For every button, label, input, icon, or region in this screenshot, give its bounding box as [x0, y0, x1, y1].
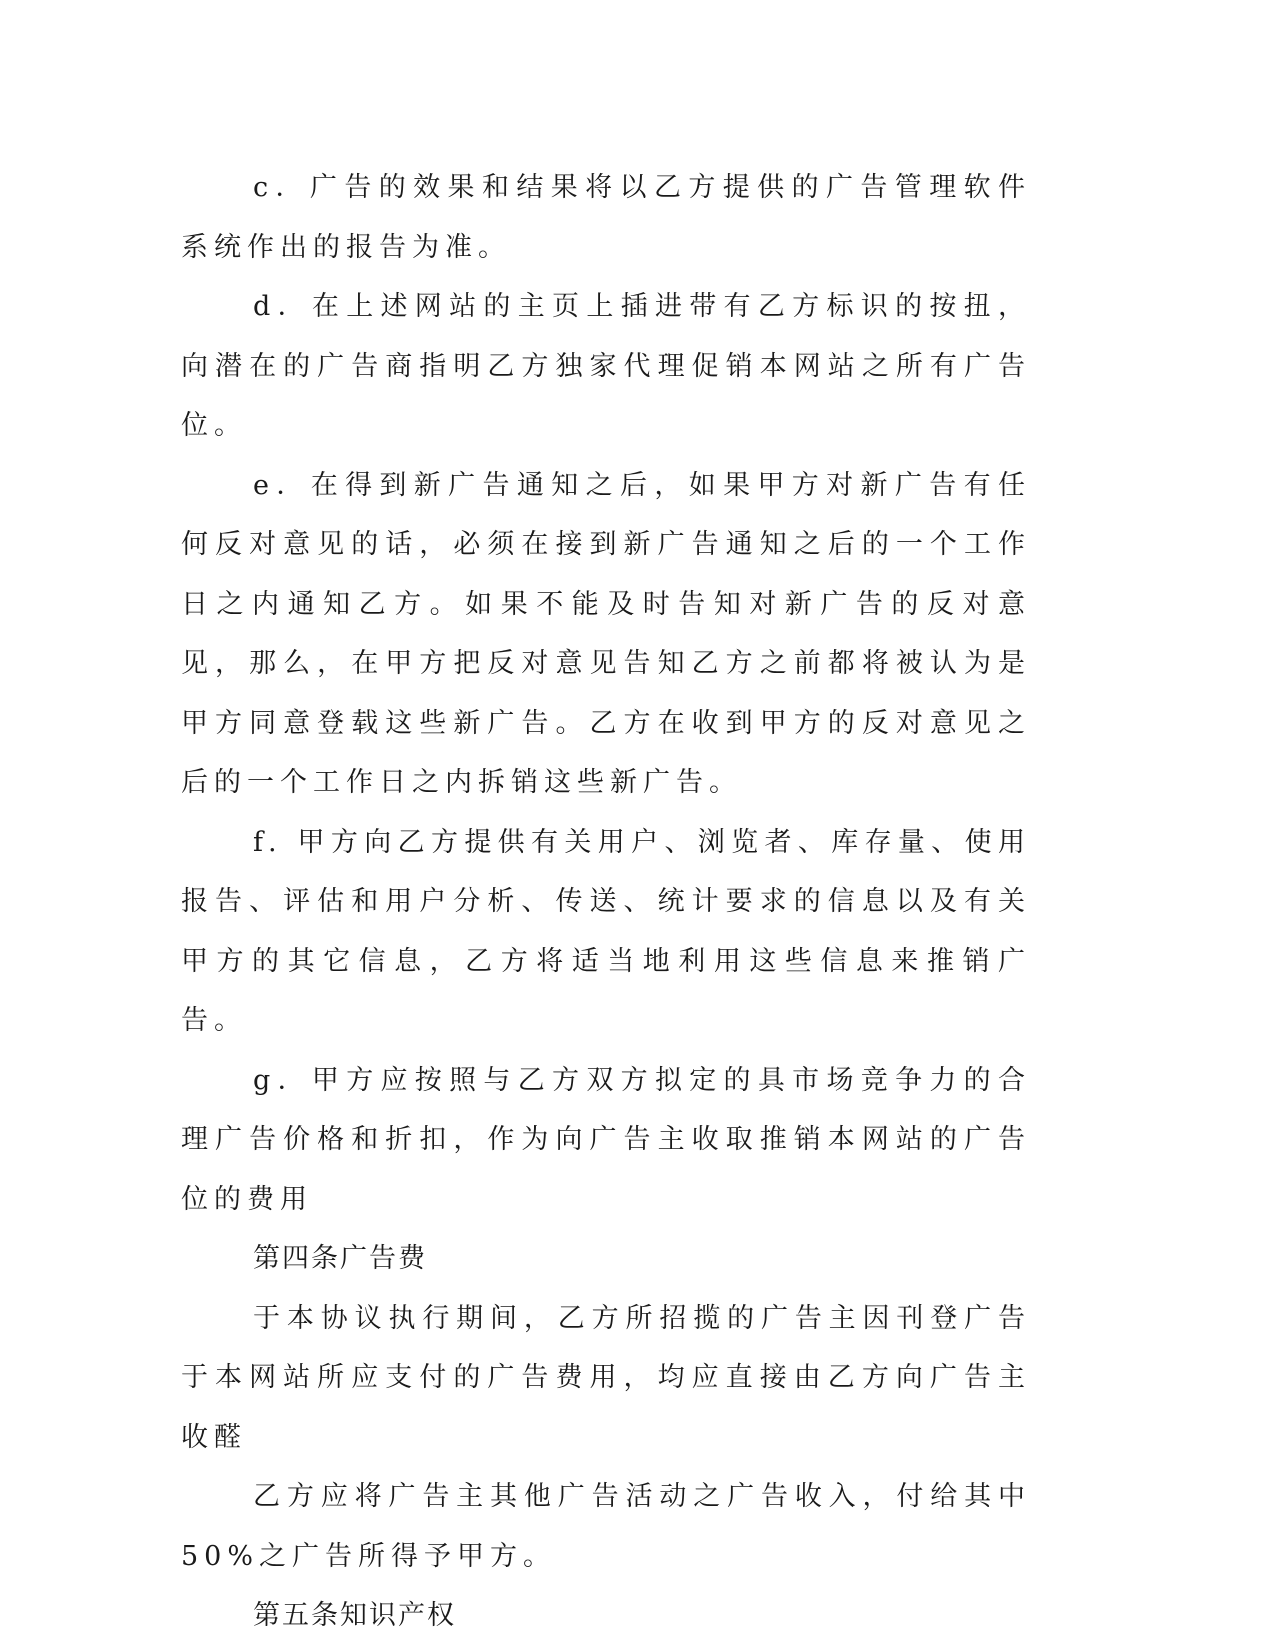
article-4-paragraph-2: 乙方应将广告主其他广告活动之广告收入，付给其中 50%之广告所得予甲方。 [181, 1481, 1031, 1572]
article-4-paragraph-1: 于本协议执行期间，乙方所招揽的广告主因刊登广告于本网站所应支付的广告费用，均应直接由乙方向广告主收醛 [181, 1302, 1031, 1453]
clause-g: g．甲方应按照与乙方双方拟定的具市场竞争力的合理广告价格和折扣，作为向广告主收取推销本网站的广告位的费用 [181, 1064, 1031, 1215]
document-body [181, 158, 1031, 1646]
article-5-heading: 第五条知识产权 [253, 1600, 456, 1631]
clause-f: f. 甲方向乙方提供有关用户、浏览者、库存量、使用报告、评估和用户分析、传送、统计要求的信息以及有关甲方的其它信息，乙方将适当地利用这些信息来推销广告。 [181, 826, 1031, 1036]
article-4-heading: 第四条广告费 [253, 1243, 427, 1274]
clause-c: c．广告的效果和结果将以乙方提供的广告管理软件系统作出的报告为准。 [181, 172, 1031, 263]
clause-d: d．在上述网站的主页上插进带有乙方标识的按扭，向潜在的广告商指明乙方独家代理促销本网站之所有广告位。 [181, 291, 1031, 441]
clause-e: e．在得到新广告通知之后，如果甲方对新广告有任何反对意见的话，必须在接到新广告通知之后的一个工作日之内通知乙方。如果不能及时告知对新广告的反对意见，那么，在甲方把反对意见告知乙方之前都将被认为是甲方同意登载这些新广告。乙方在收到甲方的反对意见之后的一个工作日之内拆销这些新广告。 [181, 469, 1031, 798]
